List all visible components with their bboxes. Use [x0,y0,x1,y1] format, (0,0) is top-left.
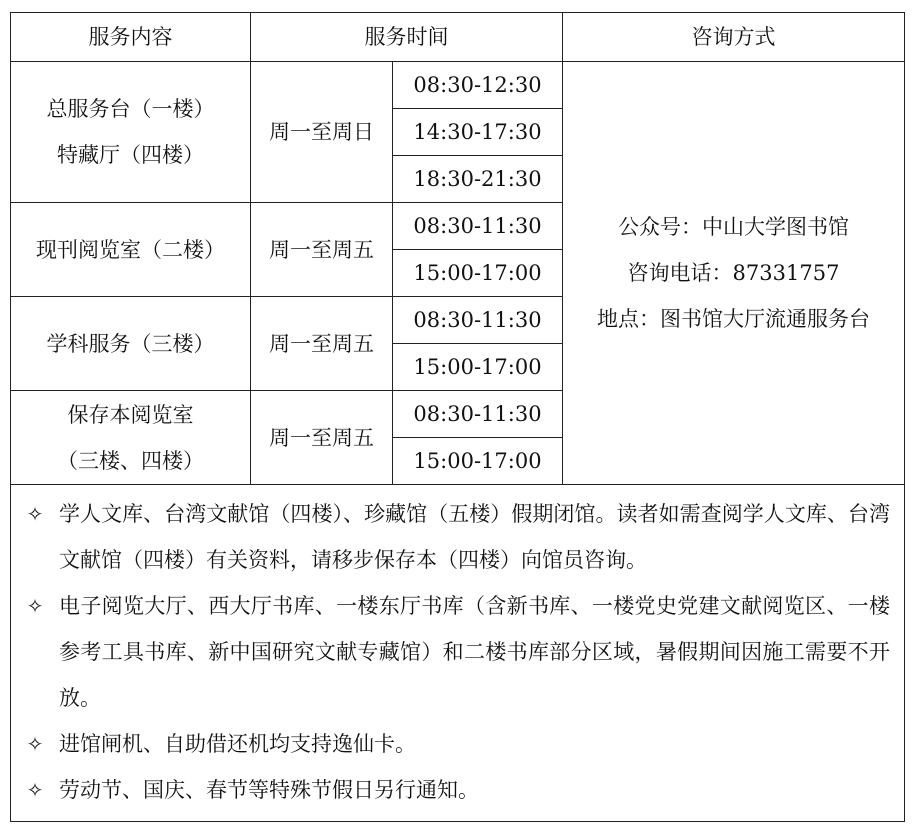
service-days-cell: 周一至周五 [251,203,393,297]
time-slot: 18:30-21:30 [393,156,563,203]
time-slot: 15:00-17:00 [393,250,563,297]
contact-cell [563,62,905,485]
note-text: 学人文库、台湾文献馆（四楼）、珍藏馆（五楼）假期闭馆。读者如需查阅学人文库、台湾文献馆（四楼）有关资料，请移步保存本（四楼）向馆员咨询。 [59,502,890,572]
note-item [11,767,904,813]
service-name-line: 学科服务（三楼） [46,331,215,356]
note-text: 进馆闸机、自助借还机均支持逸仙卡。 [59,732,416,756]
service-days-cell: 周一至周五 [251,391,393,485]
service-name-line: （三楼、四楼） [57,448,204,473]
note-item [11,721,904,767]
service-days-cell: 周一至周五 [251,297,393,391]
service-hours-table [10,12,905,822]
notes-row [11,485,905,822]
service-name-line: 总服务台（一楼） [46,97,215,121]
note-text: 电子阅览大厅、西大厅书库、一楼东厅书库（含新书库、一楼党史党建文献阅览区、一楼参考工具书库、新中国研究文献专藏馆）和二楼书库部分区域，暑假期间因施工需要不开放。 [59,594,890,710]
time-slot: 15:00-17:00 [393,438,563,485]
table-row [11,62,905,109]
sparkle-bullet-icon: ✧ [26,594,44,618]
time-slot: 08:30-11:30 [393,391,563,438]
contact-phone: 咨询电话：87331757 [627,261,840,285]
note-item [11,583,904,721]
contact-wechat: 公众号：中山大学图书馆 [618,215,849,239]
header-time: 服务时间 [251,13,563,62]
time-slot: 14:30-17:30 [393,109,563,156]
time-slot: 08:30-12:30 [393,62,563,109]
note-text: 劳动节、国庆、春节等特殊节假日另行通知。 [59,778,479,802]
contact-location: 地点：图书馆大厅流通服务台 [597,307,870,331]
notes-cell [11,485,905,822]
service-name-cell [11,62,251,203]
service-days-cell: 周一至周日 [251,62,393,203]
time-slot: 08:30-11:30 [393,203,563,250]
service-name-cell [11,297,251,391]
time-slot: 15:00-17:00 [393,344,563,391]
header-row [11,13,905,62]
service-name-line: 现刊阅览室（二楼） [36,237,225,262]
time-slot: 08:30-11:30 [393,297,563,344]
sparkle-bullet-icon: ✧ [26,502,44,526]
header-service: 服务内容 [11,13,251,62]
header-contact: 咨询方式 [563,13,905,62]
service-name-line: 特藏厅（四楼） [57,143,204,167]
service-name-line: 保存本阅览室 [67,402,194,427]
sparkle-bullet-icon: ✧ [26,778,44,802]
note-item [11,491,904,583]
service-name-cell [11,391,251,485]
sparkle-bullet-icon: ✧ [26,732,44,756]
service-name-cell [11,203,251,297]
